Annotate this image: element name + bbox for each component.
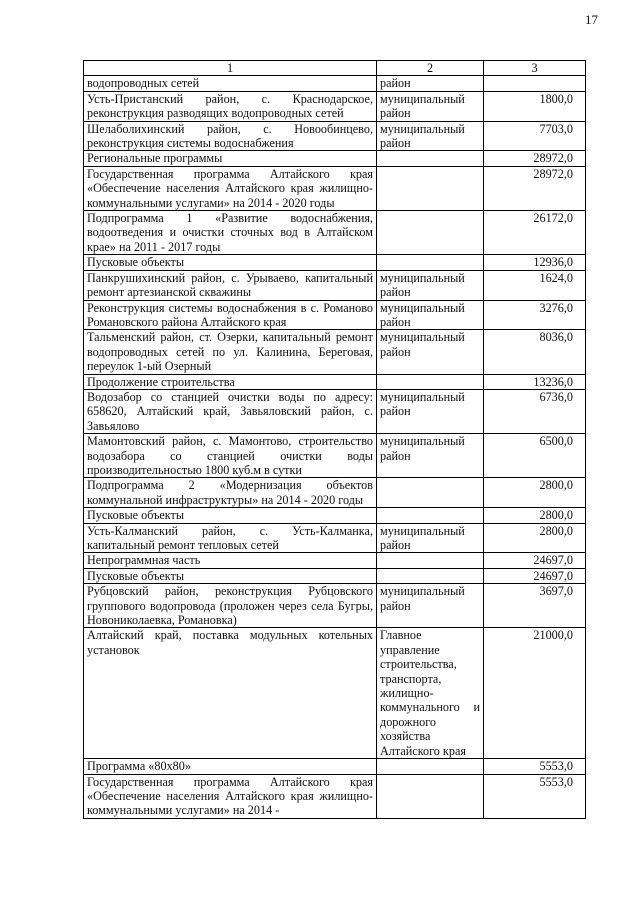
object-name-cell: Тальменский район, ст. Озерки, капитальный ремонт водопроводных сетей по ул. Калинина, Береговая, переулок 1-ый Озерный (84, 330, 377, 374)
owner-cell (377, 508, 484, 523)
owner-cell: район (377, 76, 484, 91)
amount-cell: 13236,0 (484, 374, 586, 389)
object-name-cell: Подпрограмма 2 «Модернизация объектов коммунальной инфраструктуры» на 2014 - 2020 годы (84, 478, 377, 508)
owner-cell (377, 759, 484, 774)
object-name-cell: Шелаболихинский район, с. Новообинцево, реконструкция системы водоснабжения (84, 121, 377, 151)
table-row (84, 508, 586, 523)
table-row (84, 151, 586, 166)
owner-cell: муниципальный район (377, 330, 484, 374)
table-row (84, 628, 586, 759)
table-row (84, 91, 586, 121)
object-name-cell: Подпрограмма 1 «Развитие водоснабжения, водоотведения и очистки сточных вод в Алтайском крае» на 2011 - 2017 годы (84, 211, 377, 255)
object-name-cell: Водозабор со станцией очистки воды по адресу: 658620, Алтайский край, Завьяловский район, с. Завьялово (84, 389, 377, 433)
table-row (84, 270, 586, 300)
page-number: 17 (585, 12, 598, 27)
table-row (84, 211, 586, 255)
table-row (84, 255, 586, 270)
amount-cell: 7703,0 (484, 121, 586, 151)
table-row (84, 759, 586, 774)
object-name-cell: Государственная программа Алтайского края «Обеспечение населения Алтайского края жилищно-коммунальными услугами» на 2014 - 2020 годы (84, 166, 377, 210)
owner-cell (377, 255, 484, 270)
table-row (84, 478, 586, 508)
amount-cell: 1624,0 (484, 270, 586, 300)
amount-cell (484, 76, 586, 91)
owner-cell: муниципальный район (377, 270, 484, 300)
table-row (84, 330, 586, 374)
owner-cell (377, 568, 484, 583)
object-name-cell: Непрограммная часть (84, 553, 377, 568)
object-name-cell: Пусковые объекты (84, 508, 377, 523)
amount-cell: 5553,0 (484, 759, 586, 774)
object-name-cell: Программа «80х80» (84, 759, 377, 774)
amount-cell: 2800,0 (484, 478, 586, 508)
amount-cell: 1800,0 (484, 91, 586, 121)
table-row (84, 434, 586, 478)
amount-cell: 2800,0 (484, 508, 586, 523)
owner-cell (377, 151, 484, 166)
object-name-cell: Усть-Пристанский район, с. Краснодарское, реконструкция разводящих водопроводных сетей (84, 91, 377, 121)
owner-cell (377, 774, 484, 818)
owner-cell (377, 478, 484, 508)
owner-cell: муниципальный район (377, 389, 484, 433)
amount-cell: 3697,0 (484, 584, 586, 628)
table-row (84, 568, 586, 583)
object-name-cell: Мамонтовский район, с. Мамонтово, строительство водозабора со станцией очистки воды производительностью 1800 куб.м в сутки (84, 434, 377, 478)
owner-cell: муниципальный район (377, 523, 484, 553)
table-row (84, 76, 586, 91)
amount-cell: 6736,0 (484, 389, 586, 433)
owner-cell (377, 553, 484, 568)
owner-cell: муниципальный район (377, 91, 484, 121)
object-name-cell: Реконструкция системы водоснабжения в с. Романово Романовского района Алтайского края (84, 300, 377, 330)
budget-table-body (84, 61, 586, 819)
table-row (84, 553, 586, 568)
object-name-cell: Рубцовский район, реконструкция Рубцовского группового водопровода (проложен через села Бугры, Новониколаевка, Романовка) (84, 584, 377, 628)
amount-cell: 26172,0 (484, 211, 586, 255)
object-name-cell: Региональные программы (84, 151, 377, 166)
owner-cell: Главное управление строительства, транспорта, жилищно-коммунального и дорожного хозяйства Алтайского края (377, 628, 484, 759)
owner-cell (377, 166, 484, 210)
amount-cell: 8036,0 (484, 330, 586, 374)
object-name-cell: Усть-Калманский район, с. Усть-Калманка, капитальный ремонт тепловых сетей (84, 523, 377, 553)
table-row (84, 389, 586, 433)
amount-cell: 6500,0 (484, 434, 586, 478)
amount-cell: 3276,0 (484, 300, 586, 330)
budget-table (83, 60, 586, 819)
table-header-row (84, 61, 586, 76)
amount-cell: 28972,0 (484, 151, 586, 166)
amount-cell: 12936,0 (484, 255, 586, 270)
table-row (84, 166, 586, 210)
owner-cell: муниципальный район (377, 300, 484, 330)
amount-cell: 2800,0 (484, 523, 586, 553)
header-col-2: 2 (377, 61, 484, 76)
object-name-cell: Государственная программа Алтайского края «Обеспечение населения Алтайского края жилищно-коммунальными услугами» на 2014 - (84, 774, 377, 818)
owner-cell (377, 374, 484, 389)
object-name-cell: водопроводных сетей (84, 76, 377, 91)
table-row (84, 584, 586, 628)
owner-cell: муниципальный район (377, 434, 484, 478)
amount-cell: 28972,0 (484, 166, 586, 210)
amount-cell: 24697,0 (484, 553, 586, 568)
owner-cell (377, 211, 484, 255)
table-row (84, 374, 586, 389)
object-name-cell: Алтайский край, поставка модульных котельных установок (84, 628, 377, 759)
object-name-cell: Пусковые объекты (84, 255, 377, 270)
amount-cell: 21000,0 (484, 628, 586, 759)
owner-cell: муниципальный район (377, 584, 484, 628)
object-name-cell: Пусковые объекты (84, 568, 377, 583)
table-row (84, 300, 586, 330)
table-row (84, 121, 586, 151)
amount-cell: 24697,0 (484, 568, 586, 583)
object-name-cell: Панкрушихинский район, с. Урываево, капитальный ремонт артезианской скважины (84, 270, 377, 300)
owner-cell: муниципальный район (377, 121, 484, 151)
header-col-3: 3 (484, 61, 586, 76)
amount-cell: 5553,0 (484, 774, 586, 818)
header-col-1: 1 (84, 61, 377, 76)
object-name-cell: Продолжение строительства (84, 374, 377, 389)
table-row (84, 523, 586, 553)
table-row (84, 774, 586, 818)
